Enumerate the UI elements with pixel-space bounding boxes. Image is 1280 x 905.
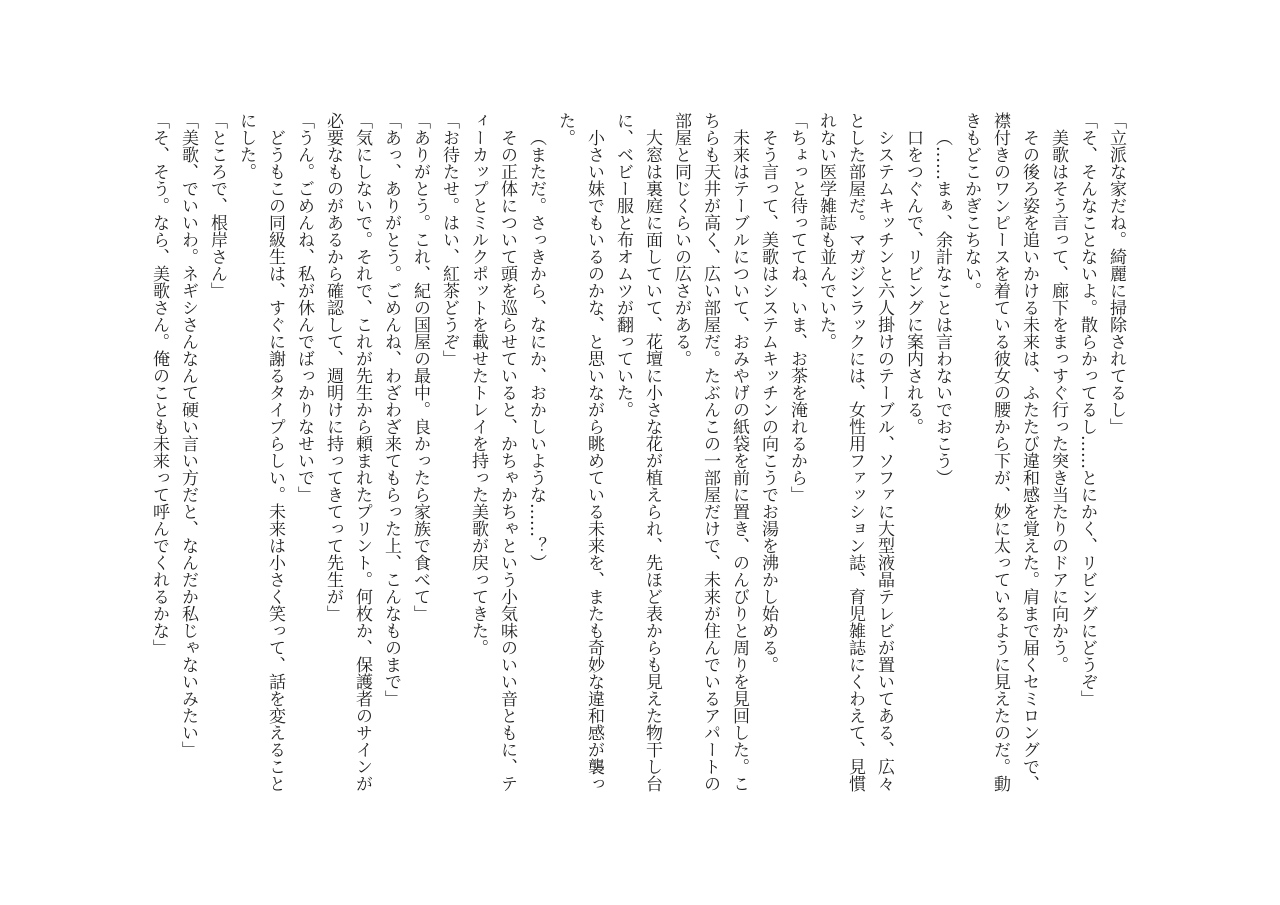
paragraph: 美歌はそう言って、廊下をまっすぐ行った突き当たりのドアに向かう。: [1048, 129, 1068, 673]
paragraph: そう言って、美歌はシステムキッチンの向こうでお湯を沸かし始める。: [758, 129, 778, 673]
paragraph: その後ろ姿を追いかける未来は、ふたたび違和感を覚えた。肩まで届くセミロングで、襟付きのワンピースを着ている彼女の腰から下が、妙に太っているように見えたのだ。動きもどこかぎこちない。: [961, 112, 1039, 792]
paragraph: 未来はテーブルについて、おみやげの紙袋を前に置き、のんびりと周りを見回した。こちらも天井が高く、広い部屋だ。たぶんこの一部屋だけで、未来が住んでいるアパートの部屋と同じくらいの広さがある。: [671, 112, 749, 792]
paragraph: 小さい妹でもいるのかな、と思いながら眺めている未来を、またも奇妙な違和感が襲った。: [555, 112, 604, 792]
paragraph: 「あっ、ありがとう。ごめんね、わざわざ来てもらった上、こんなものまで」: [381, 112, 401, 707]
paragraph: 「そ、そう。なら、美歌さん。俺のことも未来って呼んでくれるかな」: [149, 112, 169, 656]
paragraph: 「ありがとう。これ、紀の国屋の最中。良かったら家族で食べて」: [410, 112, 430, 622]
paragraph: 「そ、そんなことないよ。散らかってるし……とにかく、リビングにどうぞ」: [1077, 112, 1097, 707]
paragraph: 「美歌、でいいわ。ネギシさんなんて硬い言い方だと、なんだか私じゃないみたい」: [178, 112, 198, 758]
paragraph: 「気にしないで。それで、これが先生から頼まれたプリント。何枚か、保護者のサインが必要なものがあるから確認して、週明けに持ってきてって先生が」: [323, 112, 372, 792]
paragraph: 大窓は裏庭に面していて、花壇に小さな花が植えられ、先ほど表からも見えた物干し台に、ベビー服と布オムツが翻っていた。: [613, 112, 662, 792]
paragraph: 「お待たせ。はい、紅茶どうぞ」: [439, 112, 459, 367]
paragraph: どうもこの同級生は、すぐに謝るタイプらしい。未来は小さく笑って、話を変えることにした。: [236, 112, 285, 792]
paragraph: その正体について頭を巡らせていると、かちゃかちゃという小気味のいい音ともに、ティーカップとミルクポットを載せたトレイを持った美歌が戻ってきた。: [468, 112, 517, 792]
paragraph: 口をつぐんで、リビングに案内される。: [903, 129, 923, 435]
document-page: [144, 112, 1130, 792]
paragraph: （……まぁ、余計なことは言わないでおこう）: [932, 129, 952, 486]
paragraph: システムキッチンと六人掛けのテーブル、ソファに大型液晶テレビが置いてある、広々とした部屋だ。マガジンラックには、女性用ファッション誌、育児雑誌にくわえて、見慣れない医学雑誌も並んでいた。: [816, 112, 894, 792]
paragraph: 「うん。ごめんね、私が休んでばっかりなせいで」: [294, 112, 314, 503]
paragraph: 「ところで、根岸さん」: [207, 112, 227, 299]
paragraph: 「立派な家だね。綺麗に掃除されてるし」: [1106, 112, 1126, 435]
paragraph: 「ちょっと待っててね、いま、お茶を淹れるから」: [787, 112, 807, 503]
paragraph: （まただ。さっきから、なにか、おかしいような……？）: [526, 129, 546, 571]
